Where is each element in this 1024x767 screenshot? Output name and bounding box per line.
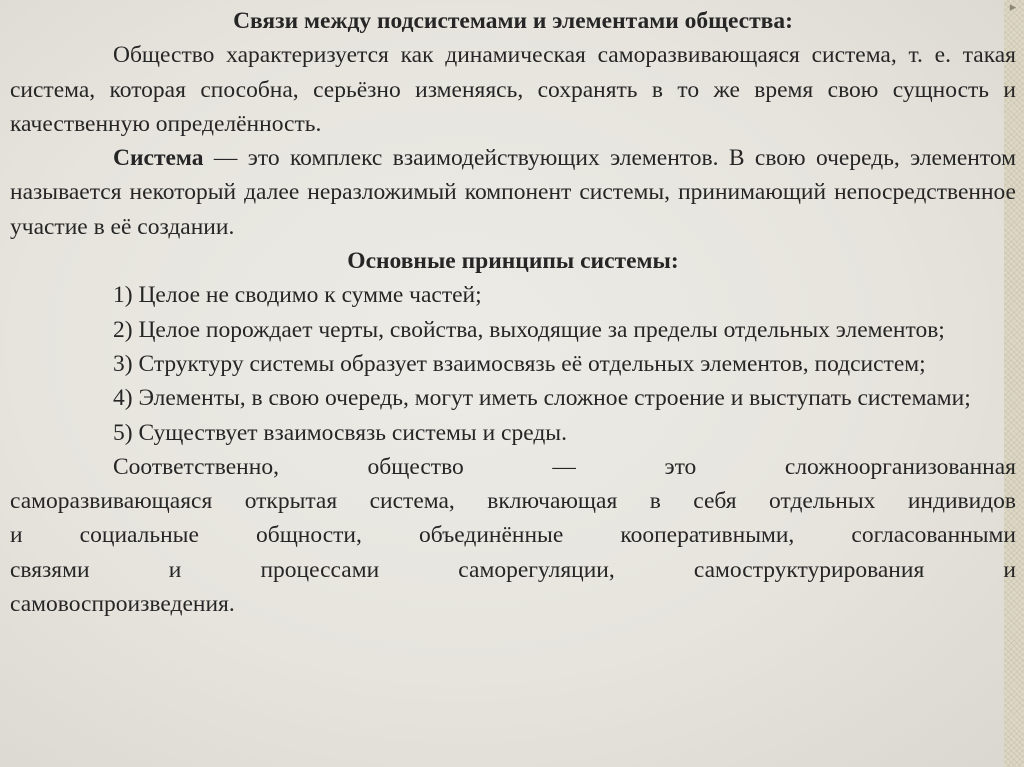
corner-arrow-icon: ▸ [1009,0,1017,15]
conclusion-line: саморазвивающаяся открытая система, включающая в себя отдельных индивидов [10,488,1016,515]
principle-item: 5) Существует взаимосвязь системы и среды. [113,419,567,446]
conclusion-line: связями и процессами саморегуляции, самоструктурирования и [10,556,1016,583]
paragraph-system-text: — это комплекс взаимодействующих элементов. В свою очередь, элементом называется некоторый далее неразложимый компонент системы, принимающий непосредственное участие в её создании. [10,145,1016,240]
principle-item: 2) Целое порождает черты, свойства, выходящие за пределы отдельных элементов; [113,316,945,343]
paragraph-system [10,141,1016,244]
principle-item: 1) Целое не сводимо к сумме частей; [113,282,482,309]
slide-content [10,4,1016,621]
term-system: Система [113,145,204,172]
conclusion-line: самовоспроизведения. [10,591,235,618]
principles-heading: Основные принципы системы: [347,248,679,275]
principle-item: 3) Структуру системы образует взаимосвязь её отдельных элементов, подсистем; [113,350,926,377]
slide-title: Связи между подсистемами и элементами общества: [233,8,793,34]
principle-item: 4) Элементы, в свою очередь, могут иметь сложное строение и выступать системами; [113,385,971,412]
conclusion-line: и социальные общности, объединённые кооперативными, согласованными [10,522,1016,549]
paragraph-society: Общество характеризуется как динамическая саморазвивающаяся система, т. е. такая система, которая способна, серьёзно изменяясь, сохранять в то же время свою сущность и качественную определённость. [10,42,1016,137]
conclusion-line: Соответственно, общество — это сложноорганизованная [113,453,1016,480]
